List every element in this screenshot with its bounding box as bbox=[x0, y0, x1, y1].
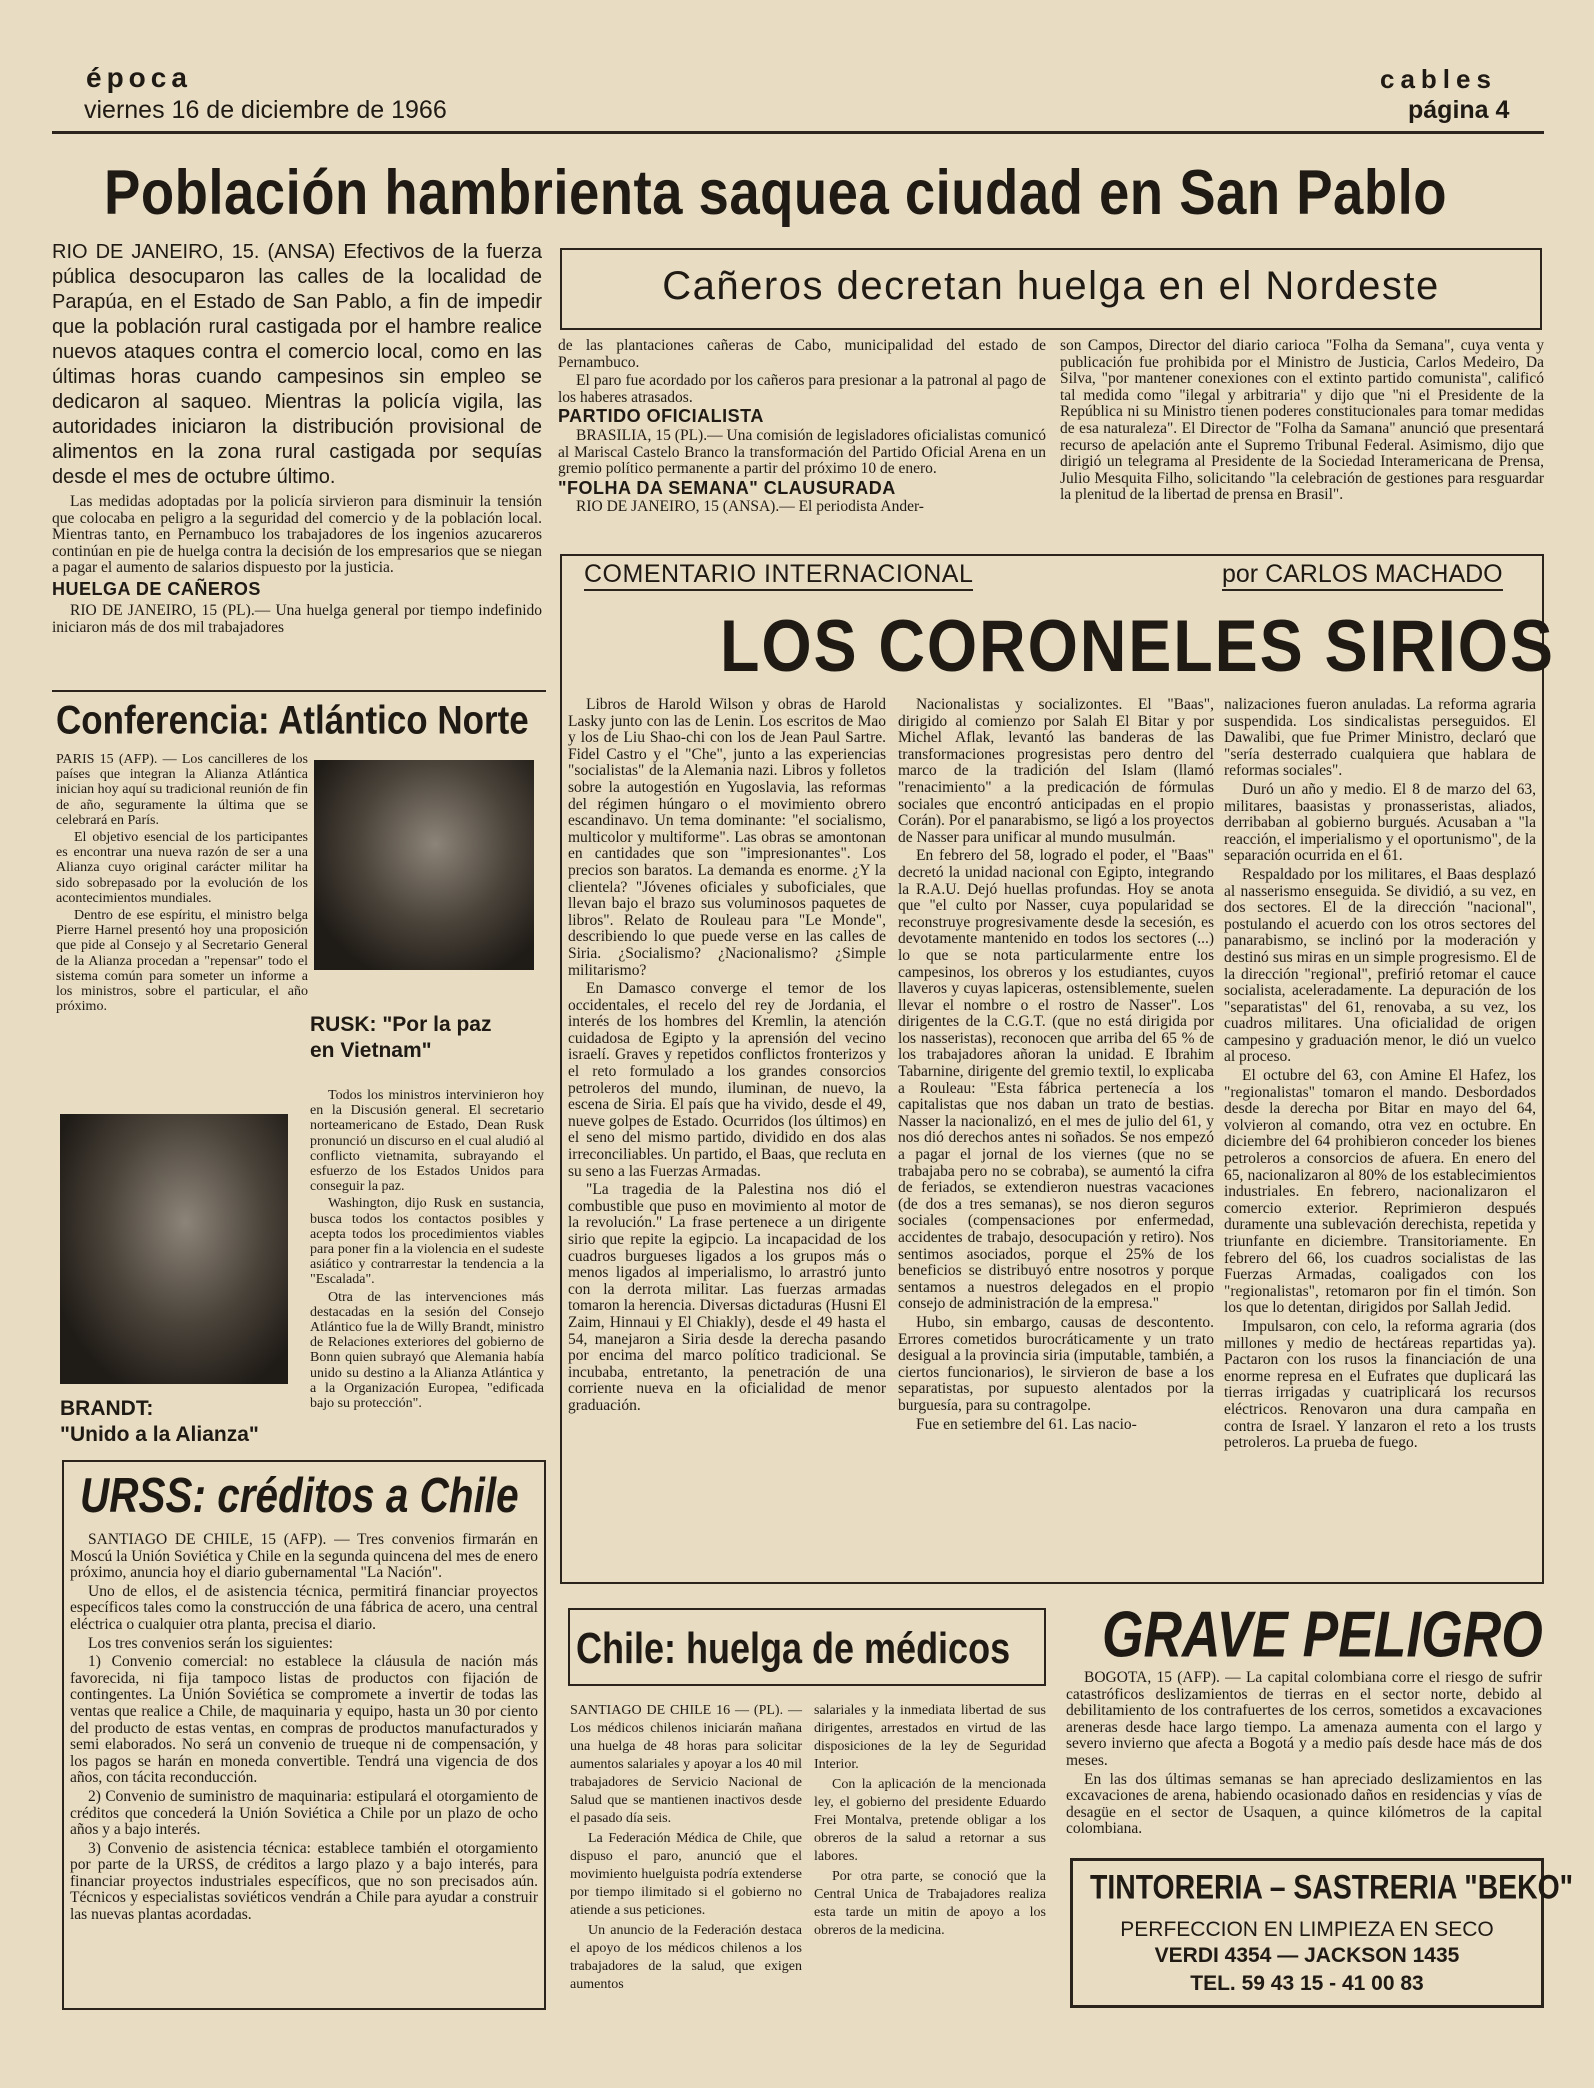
brandt-caption-name: BRANDT: bbox=[60, 1397, 154, 1420]
medicos-headline: Chile: huelga de médicos bbox=[576, 1625, 1011, 1673]
caneros-headline: Cañeros decretan huelga en el Nordeste bbox=[662, 264, 1440, 308]
medicos-col-1: SANTIAGO DE CHILE 16 — (PL). — Los médicos chilenos iniciarán mañana una huelga de 48 horas para solicitar aumentos salariales y apoyar a los 40 mil trabajadores de Servicio Nacional de Salud que se mantienen inactivos desde el pasado día seis. La Federación Médica de Chile, que dispuso el paro, anunció que el movimiento huelguista podría extenderse por tiempo ilimitado si el gobierno no atiende a sus peticiones. Un anuncio de la Federación destaca el apoyo de los médicos chilenos a los trabajadores de la salud, que exigen aumentos bbox=[570, 1703, 802, 1992]
otan-headline: Conferencia: Atlántico Norte bbox=[56, 699, 529, 744]
main-story bbox=[52, 240, 542, 638]
comentario-col-2: Nacionalistas y socializontes. El "Baas", dirigido al comienzo por Salah El Bitar y por Michel Aflak, levantó las banderas de las transformaciones progresistas pero dentro del marco de la tradición del Islam (llamó "renacimiento" a la predicación de fórmulas sociales que encontró anticipadas en el propio Corán). Por el panarabismo, se ligó a los proyectos de Nasser para unificar al mundo musulmán. En febrero del 58, logrado el poder, el "Baas" decretó la unidad nacional con Egipto, integrando la R.A.U. Dejó huellas profundas. Hoy se anota que "el culto por Nasser, cuya popularidad se reconstruye progresivamente desde la secesión, es devotamente mantenido en todos los sectores (...) lo que se nota particularmente entre los campesinos, los obreros y los estudiantes, cuyos llaveros y cuyas lapiceras, ostensiblemente, suelen llevar el nombre o el rostro de Nasser". Los dirigentes de la C.G.T. (que no está dirigida por los nasseristas), reconocen que arriba del 65 % de los trabajadores añoran la unidad. E Ibrahim Tabarnine, dirigente del gremio textil, lo explicaba a Rouleau: "Esta fábrica pertenecía a los capitalistas que nos daban un trato de bestias. Nasser la nacionalizó, en el mes de julio del 61, y nos dió derechos antes ni soñados. Se nos empezó a pagar el jornal de los viernes (que no se trabajaba pero no se cobraba), se aumentó la cifra de feriados, se extendieron nuestras vacaciones (de dos a tres semanas), se nos dieron seguros sociales (compensaciones por enfermedad, accidentes de trabajo, desocupación y retiro). Nos sentimos asociados, porque el 25% de los beneficios se distribuyó entre nosotros y porque sentamos a nuestros delegados en el propio consejo de administración de la empresa." Hubo, sin embargo, causas de descontento. Errores cometidos burocráticamente y un trato desigual a la provincia siria (imputable, también, a ciertos funcionarios), le sirvieron de base a los separatistas, por supuesto alentados por la burguesía, para su contragolpe. Fue en setiembre del 61. Las nacio- bbox=[898, 696, 1214, 1433]
subhead-partido: PARTIDO OFICIALISTA bbox=[558, 406, 764, 427]
issue-date: viernes 16 de diciembre de 1966 bbox=[84, 96, 447, 124]
subhead-folha: "FOLHA DA SEMANA" CLAUSURADA bbox=[558, 477, 896, 498]
main-story-body: Las medidas adoptadas por la policía sirvieron para disminuir la tensión que colocaba en peligro a la seguridad del comercio y de la población local. Mientras tanto, en Pernambuco los trabajadores de los ingenios azucareros continúan en pie de huelga contra la decisión de los empresarios que se niegan a pagar el aumento de salarios dispuesto por la justicia. bbox=[52, 493, 542, 577]
section-name: época bbox=[86, 62, 192, 93]
caneros-col-1: de las plantaciones cañeras de Cabo, municipalidad del estado de Pernambuco. El paro fue acordado por los cañeros para presionar a la patronal al pago de los haberes atrasados. PARTIDO OFICIALISTA BRASILIA, 15 (PL).— Una comisión de legisladores oficialistas comunicó al Mariscal Castelo Branco la transformación del Partido Oficial Arena en un gremio político permanente a partir del próximo 10 de enero. "FOLHA DA SEMANA" CLAUSURADA RIO DE JANEIRO, 15 (ANSA).— El periodista Ander- bbox=[558, 337, 1046, 516]
beko-line-3: TEL. 59 43 15 - 41 00 83 bbox=[1190, 1972, 1424, 1995]
subhead-huelga: HUELGA DE CAÑEROS bbox=[52, 578, 261, 599]
section-rule bbox=[52, 690, 546, 692]
beko-title: TINTORERIA – SASTRERIA "BEKO" bbox=[1090, 1867, 1574, 1906]
medicos-col-2: salariales y la inmediata libertad de sus dirigentes, arrestados en virtud de las disposiciones de la ley de Seguridad Interior. Con la aplicación de la mencionada ley, el gobierno del presidente Eduardo Frei Montalva, pretende obligar a los obreros de la salud a retornar a sus labores. Por otra parte, se conoció que la Central Unica de Trabajadores realiza esta tarde un mitin de apoyo a los obreros de la medicina. bbox=[814, 1703, 1046, 1938]
urss-headline: URSS: créditos a Chile bbox=[80, 1468, 519, 1524]
brandt-caption-quote: "Unido a la Alianza" bbox=[60, 1423, 259, 1446]
main-story-lead: RIO DE JANEIRO, 15. (ANSA) Efectivos de la fuerza pública desocuparon las calles de la localidad de Parapúa, en el Estado de San Pablo, a fin de impedir que la población rural castigada por el hambre realice nuevos ataques contra el comercio local, como en las últimas horas cuando campesinos sin empleo se dedicaron al saqueo. Mientras la policía vigila, las autoridades iniciaron la distribución provisional de alimentos en la zona rural castigada por sequías desde el mes de octubre último. bbox=[52, 241, 542, 488]
comentario-headline: LOS CORONELES SIRIOS bbox=[720, 604, 1555, 687]
peligro-headline: GRAVE PELIGRO bbox=[1102, 1598, 1543, 1672]
main-headline: Población hambrienta saquea ciudad en San Pablo bbox=[104, 158, 1448, 229]
otan-col-1: PARIS 15 (AFP). — Los cancilleres de los países que integran la Alianza Atlántica inician hoy aquí su tradicional reunión de fin de año, seguramente la última que se celebrará en París. El objetivo esencial de los participantes es encontrar una nueva razón de ser a una Alianza cuyo original carácter militar ha sido sobrepasado por la evolución de los acontecimientos mundiales. Dentro de ese espíritu, el ministro belga Pierre Harnel presentó hoy una proposición que pide al Consejo y al Secretario General de la Alianza procedan a "repensar" todo el sistema común para someter un informe a los ministros, sobre el particular, el año próximo. bbox=[56, 752, 308, 1015]
comentario-kicker: COMENTARIO INTERNACIONAL bbox=[584, 560, 973, 591]
header-rule bbox=[52, 131, 1544, 134]
main-story-continued: RIO DE JANEIRO, 15 (PL).— Una huelga general por tiempo indefinido iniciaron más de dos mil trabajadores bbox=[52, 601, 542, 636]
comentario-byline: por CARLOS MACHADO bbox=[1222, 560, 1503, 591]
otan-col-2: Todos los ministros intervinieron hoy en la Discusión general. El secretario norteamericano de Estado, Dean Rusk pronunció un discurso en el cual aludió al conflicto vietnamita, subrayando el esfuerzo de los Estados Unidos para conseguir la paz. Washington, dijo Rusk en sustancia, busca todos los contactos posibles y acepta todos los procedimientos viables para poner fin a la violencia en el sudeste asiático y contrarrestar la tendencia a la "Escalada". Otra de las intervenciones más destacadas en la sesión del Consejo Atlántico fue la de Willy Brandt, ministro de Relaciones exteriores del gobierno de Bonn quien subrayó que Alemania había unido su destino a la Alianza Atlántica y a la Organización Europea, "edificada bajo su protección". bbox=[310, 1088, 544, 1412]
page-number: página 4 bbox=[1408, 96, 1510, 124]
brandt-photo bbox=[60, 1114, 288, 1384]
rusk-photo bbox=[314, 760, 534, 970]
caneros-col-2: son Campos, Director del diario carioca "Folha da Semana", cuya venta y publicación fue prohibida por el Ministro de Justicia, Carlos Medeiro, Da Silva, "por mantener conexiones con el extinto partido comunista", calificó tal medida como "ilegal y arbitraria" y dijo que "ni el Presidente de la República ni su Ministro tienen poderes constitucionales para tomar medidas de esa naturaleza". El Director de "Folha da Samana" anunció que presentará recurso de apelación ante el Supremo Tribunal Federal. Asimismo, dijo que dirigió un telegrama al Presidente de la Sociedad Interamericana de Prensa, Julio Mesquita Filho, solicitando "la celebración de gestiones para resguardar la plenitud de la libertad de prensa en Brasil". bbox=[1060, 337, 1544, 504]
rusk-caption: RUSK: "Por la paz en Vietnam" bbox=[310, 1013, 492, 1062]
beko-line-2: VERDI 4354 — JACKSON 1435 bbox=[1154, 1944, 1460, 1967]
section-cables: cables bbox=[1380, 64, 1497, 94]
urss-body: SANTIAGO DE CHILE, 15 (AFP). — Tres convenios firmarán en Moscú la Unión Soviética y Chile en la segunda quincena del mes de enero próximo, anuncia hoy el diario gubernamental "La Nación". Uno de ellos, el de asistencia técnica, permitirá financiar proyectos específicos tales como la construcción de una fábrica de acero, una central eléctrica o cualquier otra planta, precisa el diario. Los tres convenios serán los siguientes: 1) Convenio comercial: no establece la cláusula de nación más favorecida, ni fija tampoco listas de productos con fijación de contingentes. La Unión Soviética se compromete a invertir de todas las ventas que realice a Chile, de maquinaria y equipo, hasta un 30 por ciento del producto de estas ventas, en compras de productos manufacturados y semi elaborados. No será un convenio de trueque ni de compensación, y los pagos se harán en moneda convertible. Tendrá una vigencia de dos años, con tácita reconducción. 2) Convenio de suministro de maquinaria: estipulará el otorgamiento de créditos que concederá la Unión Soviética a Chile por un plazo de ocho años y a bajo interés. 3) Convenio de asistencia técnica: establece también el otorgamiento por parte de la URSS, de créditos a largo plazo y a bajo interés, para financiar proyectos industriales específicos, que no son precisados aún. Técnicos y especialistas soviéticos vendrán a Chile para ayudar a construir las nuevas plantas acordadas. bbox=[70, 1531, 538, 1924]
comentario-col-3: nalizaciones fueron anuladas. La reforma agraria suspendida. Los sindicalistas perseguidos. El Dawalibi, que fue Primer Ministro, declaró que "sería desterrado cualquiera que hablara de reformas sociales". Duró un año y medio. El 8 de marzo del 63, militares, baasistas y pronasseristas, aliados, derribaban al gobierno burgués. Acusaban a "la reacción, el imperialismo y el oportunismo", de la separación ocurrida en el 61. Respaldado por los militares, el Baas desplazó al nasserismo enseguida. Se dividió, a su vez, en dos sectores. El de la dirección "nacional", postulando el acuerdo con los otros sectores del panarabismo, se inclinó por la moderación y destinó sus miras en un simple progresismo. El de la dirección "regional", prefirió retomar el cauce socialista, aceleradamente. La depuración de los "separatistas" del 61, renovaba, a su vez, los cuadros militares. Una oficialidad de origen campesino y graduación menor, le dió un vuelco al proceso. El octubre del 63, con Amine El Hafez, los "regionalistas" tomaron el mando. Desbordados desde la derecha por Bitar en mayo del 64, volvieron al comando, otra vez en octubre. En diciembre del 64 prohibieron conceder los bienes petroleros a consorcios de afuera. En enero del 65, nacionalizaron al 80% de los establecimientos industriales. En febrero, nacionalizaron el comercio exterior. Reprimieron después duramente una sublevación derechista, repetida y triunfante en diciembre. Transitoriamente. En febrero del 66, los cuadros socialistas de las Fuerzas Armadas, coaligados con los "regionalistas", retomaron por fin el timón. Son los que lo detentan, dirigidos por Sallah Jedid. Impulsaron, con celo, la reforma agraria (dos millones y medio de hectáreas repartidas ya). Pactaron con los rusos la financiación de una enorme represa en el Eufrates que duplicará las tierras irrigadas y cuatriplicará los recursos eléctricos. Renovaron una dura campaña en contra de Israel. Y lanzaron el reto a los trusts petroleros. La prueba de fuego. bbox=[1224, 696, 1536, 1452]
comentario-col-1: Libros de Harold Wilson y obras de Harold Lasky junto con las de Lenin. Los escritos de Mao y los de Liu Shao-chi con los de Jean Paul Sartre. Fidel Castro y el "Che", junto a las experiencias "socialistas" de la Alemania nazi. Libros y folletos sobre la autogestión en Yugoslavia, las reformas del régimen húngaro o el movimiento obrero escandinavo. Un tema dominante: "el socialismo, multicolor y multiforme". Las obras se amontonan en cantidades que son "impresionantes". Los precios son baratos. La demanda es enorme. ¿Y la clientela? "Jóvenes oficiales y suboficiales, que llevan bajo el brazo sus voluminosos paquetes de libros". Relato de Rouleau para "Le Monde", describiendo lo que puede verse en las calles de Siria. ¿Socialismo? ¿Nacionalismo? ¿Simple militarismo? En Damasco converge el temor de los occidentales, el recelo del rey de Jordania, el interés de los hombres del Kremlin, la atención cuidadosa de Egipto y la aprensión del vecino israelí. Graves y repetidos conflictos fronterizos y el reto formulado a los grandes consorcios petroleros del mundo, iluminan, de nuevo, la escena de Siria. El país que ha vivido, desde el 49, nueve golpes de Estado. Ocurridos (los últimos) en el seno del mismo partido, dividido en dos alas irreconciliables. Un partido, el Baas, que recluta en su seno a las Fuerzas Armadas. "La tragedia de la Palestina nos dió el combustible que puso en movimiento al motor de la revolución." La frase pertenece a un dirigente sirio que repite la egipcio. La incapacidad de los cuadros burgueses ligados a los grupos más o menos ligados al imperialismo, lo arrastró junto con la derrota militar. Las fuerzas armadas tomaron la herencia. Diversas dictaduras (Husni El Zaim, Hinnaui y El Chiakly), desde el 49 hasta el 54, manejaron a Siria desde la derecha pasando por encima del marco político tradicional. Se incubaba, entretanto, la penetración de una corriente nueva en la oficialidad de menor graduación. bbox=[568, 696, 886, 1414]
beko-line-1: PERFECCION EN LIMPIEZA EN SECO bbox=[1120, 1918, 1494, 1941]
peligro-body: BOGOTA, 15 (AFP). — La capital colombiana corre el riesgo de sufrir catastróficos deslizamientos de tierras en el sector norte, debido al debilitamiento de los contrafuertes de los cerros, sometidos a excavaciones areneras desde hace largo tiempo. La amenaza aumenta con el largo y severo invierno que afecta a Bogotá y a medio país desde hace más de dos meses. En las dos últimas semanas se han apreciado deslizamientos en las excavaciones de arena, habiendo ocasionado daños en residencias y vías de desagüe en el sector de Usaquen, a quince kilómetros de la capital colombiana. bbox=[1066, 1669, 1542, 1838]
